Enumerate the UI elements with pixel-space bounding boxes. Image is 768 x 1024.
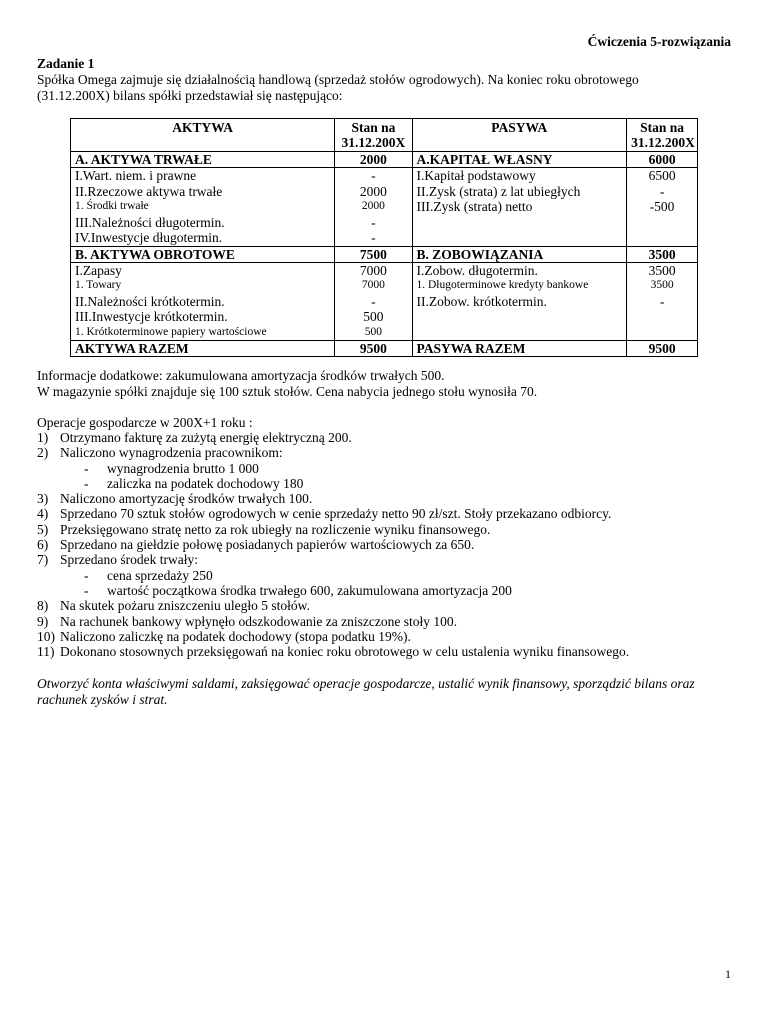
- balance-item-label: III.Inwestycje krótkotermin.: [75, 309, 228, 324]
- balance-item-label: II.Rzeczowe aktywa trwałe: [75, 183, 223, 199]
- operation-item: [37, 629, 731, 644]
- operation-item: [37, 614, 731, 629]
- header-assets-value: [335, 119, 412, 152]
- section-b-assets-items: [71, 262, 335, 341]
- dash-bullet: -: [84, 460, 89, 476]
- operation-subitem: [37, 583, 731, 598]
- balance-item-value: -: [371, 168, 376, 183]
- operation-item: [37, 644, 731, 659]
- section-a-detail-row: [71, 168, 698, 247]
- operation-number: 9): [37, 613, 49, 629]
- section-b-assets-label: B. AKTYWA OBROTOWE: [71, 246, 335, 262]
- operations-list: [37, 430, 731, 659]
- section-a-assets-label: A. AKTYWA TRWAŁE: [71, 152, 335, 168]
- operation-subitem-text: wartość początkowa środka trwałego 600, zakumulowana amortyzacja 200: [107, 582, 512, 598]
- task-intro: [37, 72, 731, 104]
- operations-title: Operacje gospodarcze w 200X+1 roku :: [37, 415, 253, 430]
- operation-item: [37, 522, 731, 537]
- operation-text: Naliczono wynagrodzenia pracownikom:: [60, 445, 283, 461]
- balance-item-value: -: [659, 183, 665, 199]
- balance-item-label: I.Wart. niem. i prawne: [75, 168, 197, 183]
- total-liabilities-label: PASYWA RAZEM: [412, 341, 627, 357]
- operation-item: [37, 506, 731, 521]
- operation-text: Dokonano stosownych przeksięgowań na koniec roku obrotowego w celu ustalenia wyniku finansowego.: [60, 644, 630, 660]
- operation-subitem: [37, 461, 731, 476]
- task-title: Zadanie 1: [37, 56, 95, 71]
- operation-text: Przeksięgowano stratę netto za rok ubiegły na rozliczenie wyniku finansowego.: [60, 521, 491, 537]
- balance-item-label: II.Zysk (strata) z lat ubiegłych: [416, 183, 581, 199]
- balance-item-label: III.Należności długotermin.: [75, 214, 225, 230]
- dash-bullet: -: [84, 582, 89, 598]
- additional-info: [37, 368, 731, 400]
- page-number: 1: [725, 967, 731, 981]
- section-a-liabilities-items: [412, 168, 627, 247]
- operation-number: 4): [37, 506, 49, 522]
- operation-item: [37, 537, 731, 552]
- balance-item-label: III.Zysk (strata) netto: [416, 199, 533, 214]
- task-intro-line: (31.12.200X) bilans spółki przedstawiał się następująco:: [37, 88, 343, 103]
- operation-number: 2): [37, 445, 49, 461]
- operation-item: [37, 552, 731, 567]
- operation-subitem-text: cena sprzedaży 250: [107, 567, 213, 583]
- balance-item-label: 1. Długoterminowe kredyty bankowe: [416, 279, 589, 291]
- closing-line: rachunek zysków i strat.: [37, 692, 168, 707]
- balance-item-label: 1. Środki trwałe: [75, 200, 149, 212]
- balance-item-label: 1. Towary: [75, 279, 122, 291]
- balance-item-value: 500: [363, 309, 384, 324]
- document-page: [37, 0, 731, 1024]
- balance-item-value: 7000: [361, 279, 385, 291]
- operation-subitem: [37, 476, 731, 491]
- operation-text: Sprzedano 70 sztuk stołów ogrodowych w cenie sprzedaży netto 90 zł/szt. Stoły przekazano odbiorcy.: [60, 506, 612, 522]
- section-b-assets-value: 7500: [335, 246, 412, 262]
- operation-text: Na rachunek bankowy wpłynęło odszkodowanie za zniszczone stoły 100.: [60, 613, 458, 629]
- balance-item-value: -: [371, 214, 376, 230]
- totals-row: [71, 341, 698, 357]
- operation-number: 1): [37, 430, 49, 445]
- balance-item-label: 1. Krótkoterminowe papiery wartościowe: [75, 325, 267, 338]
- header-liabilities-value: [627, 119, 698, 152]
- header-liabilities-value-line2: 31.12.200X: [631, 135, 695, 150]
- operation-subitem-text: wynagrodzenia brutto 1 000: [107, 460, 259, 476]
- operation-item: [37, 430, 731, 445]
- task-intro-line: Spółka Omega zajmuje się działalnością handlową (sprzedaż stołów ogrodowych). Na koniec roku obrotowego: [37, 72, 639, 87]
- operation-number: 11): [37, 644, 55, 660]
- operation-number: 6): [37, 537, 49, 553]
- operation-number: 8): [37, 598, 49, 614]
- balance-item-label: II.Należności krótkotermin.: [75, 293, 225, 309]
- section-a-assets-items: [71, 168, 335, 247]
- section-a-row: [71, 152, 698, 168]
- section-b-row: [71, 246, 698, 262]
- section-a-liabilities-item-values: [627, 168, 698, 247]
- header-assets: AKTYWA: [71, 119, 335, 152]
- section-a-assets-value: 2000: [335, 152, 412, 168]
- section-b-liabilities-items: [412, 262, 627, 341]
- balance-item-value: 7000: [359, 262, 387, 278]
- balance-item-value: -: [371, 230, 376, 245]
- closing-line: Otworzyć konta właściwymi saldami, zaksięgować operacje gospodarcze, ustalić wynik finansowy, sporządzić bilans oraz: [37, 676, 695, 691]
- section-b-liabilities-item-values: [627, 262, 698, 341]
- info-line: Informacje dodatkowe: zakumulowana amortyzacja środków trwałych 500.: [37, 368, 445, 383]
- dash-bullet: -: [84, 567, 89, 583]
- balance-item-label: I.Zapasy: [75, 262, 122, 278]
- operation-text: Na skutek pożaru zniszczeniu uległo 5 stołów.: [60, 598, 310, 614]
- total-assets-value: 9500: [335, 341, 412, 357]
- operation-text: Sprzedano na giełdzie połowę posiadanych papierów wartościowych za 650.: [60, 537, 475, 553]
- header-liabilities-value-line1: Stan na: [640, 120, 685, 135]
- closing-instructions: [37, 676, 731, 708]
- balance-header-row: [71, 119, 698, 152]
- header-assets-value-line1: Stan na: [351, 120, 396, 135]
- balance-item-label: I.Zobow. długotermin.: [416, 262, 538, 278]
- section-b-detail-row: [71, 262, 698, 341]
- section-b-liabilities-label: B. ZOBOWIĄZANIA: [412, 246, 627, 262]
- header-liabilities: PASYWA: [412, 119, 627, 152]
- balance-item-value: 2000: [361, 200, 385, 212]
- operation-subitem: [37, 568, 731, 583]
- operation-text: Naliczono amortyzację środków trwałych 100.: [60, 491, 313, 507]
- operation-number: 3): [37, 491, 49, 507]
- document-header-title: Ćwiczenia 5-rozwiązania: [587, 34, 731, 49]
- section-a-assets-item-values: [335, 168, 412, 247]
- balance-item-value: 6500: [648, 168, 676, 183]
- balance-item-label: IV.Inwestycje długotermin.: [75, 230, 223, 245]
- balance-item-value: -: [371, 293, 376, 309]
- section-b-assets-item-values: [335, 262, 412, 341]
- total-liabilities-value: 9500: [627, 341, 698, 357]
- balance-item-value: 2000: [359, 183, 387, 199]
- balance-item-value: 3500: [648, 262, 676, 278]
- balance-sheet-table: [70, 118, 698, 357]
- operation-number: 10): [37, 628, 55, 644]
- section-b-liabilities-value: 3500: [627, 246, 698, 262]
- info-line: W magazynie spółki znajduje się 100 sztuk stołów. Cena nabycia jednego stołu wynosiła 70.: [37, 384, 538, 399]
- operation-number: 7): [37, 552, 49, 568]
- header-assets-value-line2: 31.12.200X: [341, 135, 406, 150]
- section-a-liabilities-label: A.KAPITAŁ WŁASNY: [412, 152, 627, 168]
- operation-subitem-text: zaliczka na podatek dochodowy 180: [107, 475, 304, 491]
- dash-bullet: -: [84, 475, 89, 491]
- balance-item-value: -: [659, 293, 665, 309]
- operation-item: [37, 491, 731, 506]
- balance-item-label: I.Kapitał podstawowy: [416, 168, 536, 183]
- operation-item: [37, 445, 731, 460]
- operation-item: [37, 598, 731, 613]
- balance-item-value: -500: [649, 199, 675, 214]
- balance-item-label: II.Zobow. krótkotermin.: [416, 293, 547, 309]
- section-a-liabilities-value: 6000: [627, 152, 698, 168]
- operation-number: 5): [37, 521, 49, 537]
- operation-text: Otrzymano fakturę za zużytą energię elektryczną 200.: [60, 430, 352, 445]
- operation-text: Naliczono zaliczkę na podatek dochodowy (stopa podatku 19%).: [60, 628, 411, 644]
- balance-item-value: 500: [364, 325, 383, 338]
- balance-item-value: 3500: [650, 279, 674, 291]
- total-assets-label: AKTYWA RAZEM: [71, 341, 335, 357]
- operation-text: Sprzedano środek trwały:: [60, 552, 198, 568]
